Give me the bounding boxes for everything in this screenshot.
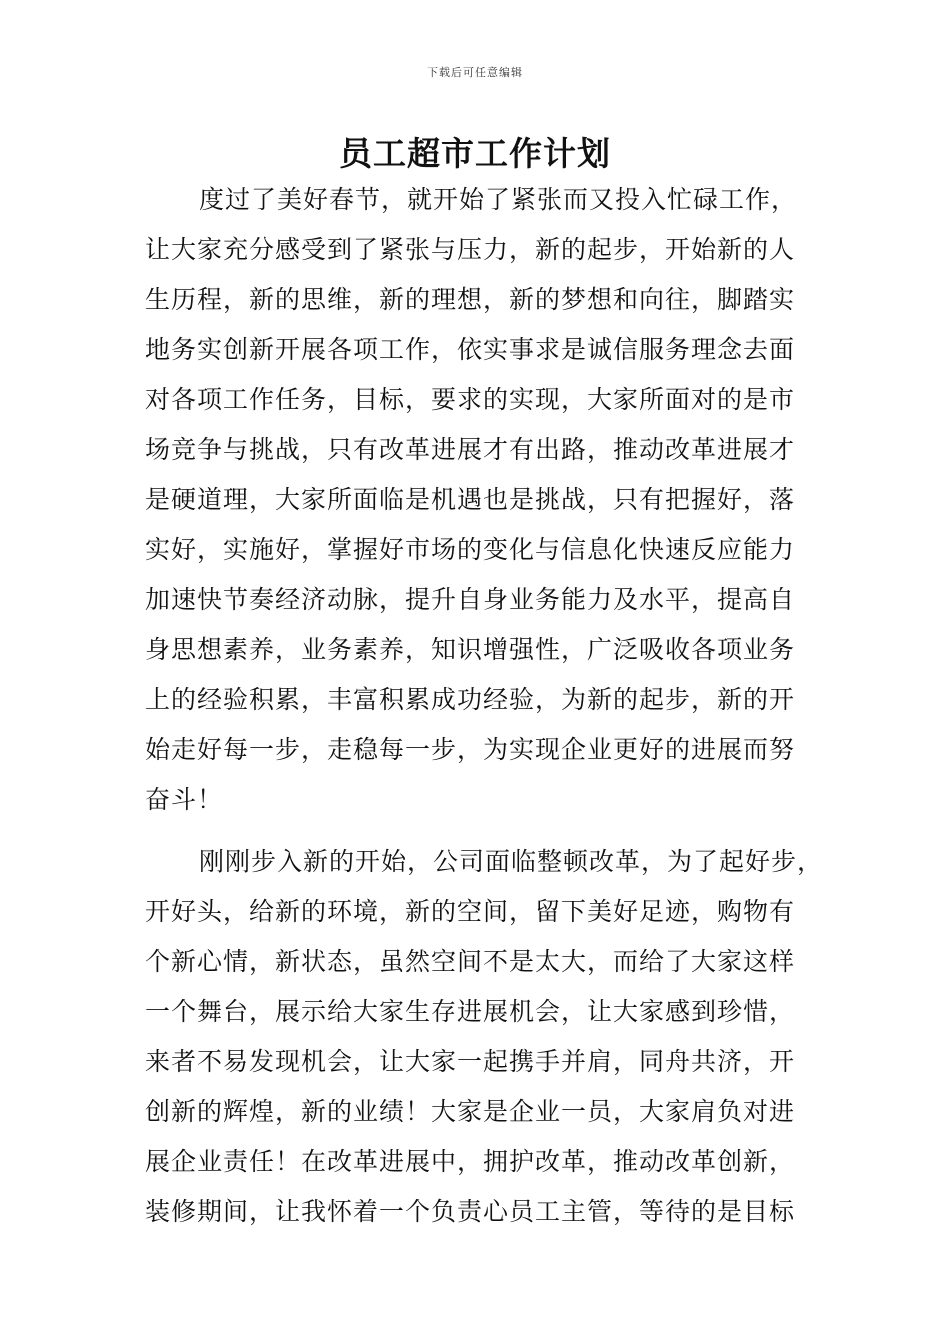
text-line: 创新的辉煌，新的业绩！大家是企业一员，大家肩负对进 xyxy=(145,1097,796,1126)
text-line: 始走好每一步，走稳每一步，为实现企业更好的进展而努 xyxy=(145,735,796,764)
text-line: 身思想素养，业务素养，知识增强性，广泛吸收各项业务 xyxy=(145,635,796,664)
text-line: 刚刚步入新的开始，公司面临整顿改革，为了起好步， xyxy=(199,847,824,876)
header-note: 下载后可任意编辑 xyxy=(427,66,523,79)
paragraph-gap xyxy=(145,830,825,842)
text-line: 展企业责任！在改革进展中，拥护改革，推动改革创新， xyxy=(145,1147,796,1176)
text-line: 上的经验积累，丰富积累成功经验，为新的起步，新的开 xyxy=(145,685,796,714)
document-title: 员工超市工作计划 xyxy=(339,134,611,173)
paragraph-1 xyxy=(145,180,825,830)
text-line: 加速快节奏经济动脉，提升自身业务能力及水平，提高自 xyxy=(145,585,796,614)
document-body xyxy=(145,180,825,1242)
text-line: 度过了美好春节，就开始了紧张而又投入忙碌工作， xyxy=(199,185,798,214)
text-line: 让大家充分感受到了紧张与压力，新的起步，开始新的人 xyxy=(145,235,796,264)
text-line: 个新心情，新状态，虽然空间不是太大，而给了大家这样 xyxy=(145,947,796,976)
text-line: 开好头，给新的环境，新的空间，留下美好足迹，购物有 xyxy=(145,897,796,926)
text-line: 装修期间，让我怀着一个负责心员工主管，等待的是目标 xyxy=(145,1197,796,1226)
text-line: 对各项工作任务，目标，要求的实现，大家所面对的是市 xyxy=(145,385,796,414)
text-line: 实好，实施好，掌握好市场的变化与信息化快速反应能力 xyxy=(145,535,796,564)
text-line: 来者不易发现机会，让大家一起携手并肩，同舟共济，开 xyxy=(145,1047,796,1076)
text-line: 生历程，新的思维，新的理想，新的梦想和向往，脚踏实 xyxy=(145,285,796,314)
paragraph-2 xyxy=(145,842,825,1242)
text-line: 是硬道理，大家所面临是机遇也是挑战，只有把握好，落 xyxy=(145,485,796,514)
text-line: 奋斗！ xyxy=(145,785,224,814)
text-line: 场竞争与挑战，只有改革进展才有出路，推动改革进展才 xyxy=(145,435,796,464)
text-line: 地务实创新开展各项工作，依实事求是诚信服务理念去面 xyxy=(145,335,796,364)
text-line: 一个舞台，展示给大家生存进展机会，让大家感到珍惜， xyxy=(145,997,796,1026)
